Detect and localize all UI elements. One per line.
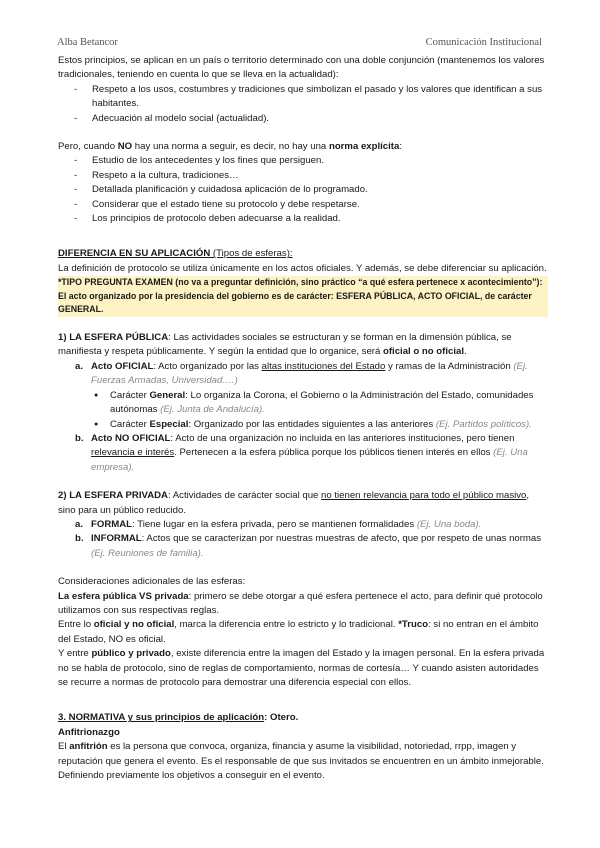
intro-paragraph: Estos principios, se aplican en un país o territorio determinado con una doble conjunción (mantenemos los valores tradicionales, teniendo en cuenta lo que se lleva en la actualidad): — [58, 55, 545, 81]
consideraciones-p3: Y entre público y privado, existe diferencia entre la imagen del Estado y la imagen personal. En la esfera privada no se habla de protocolo, sino de reglas de comportamiento, normas de cortesía… Y cuando asisten autoridades se recurre a normas de protocolo para demostrar una diferencia especial con ellos. — [58, 648, 545, 688]
esfera-publica-intro: 1) LA ESFERA PÚBLICA: Las actividades sociales se estructuran y se forman en la dimensión pública, se manifiesta y respeta públicamente. Y según la entidad que lo organice, será oficial o no oficial. — [58, 332, 512, 358]
list-item: - Considerar que el estado tiene su protocolo y debe respetarse. — [58, 198, 548, 212]
acto-oficial-sublist — [58, 389, 548, 432]
esfera-publica-list — [58, 360, 548, 475]
list-item: a. Acto OFICIAL: Acto organizado por las altas instituciones del Estado y ramas de la Administración (Ej. Fuerzas Armadas, Universidad….) ● Carácter General: Lo organiza la Corona, el Gobierno o la Administración del Estado, comunidades autónomas (Ej. Junta de Andalucía). ● Carácter Especial: Organizado por las entidades siguientes a las anteriores (Ej. Partidos políticos). — [58, 360, 548, 432]
list-item: - Respeto a los usos, costumbres y tradiciones que simbolizan el pasado y los valores que identifican a sus habitantes. — [58, 83, 548, 112]
list-item: - Los principios de protocolo deben adecuarse a la realidad. — [58, 212, 548, 226]
list-item: b. INFORMAL: Actos que se caracterizan por nuestras muestras de afecto, que por respeto de unas normas (Ej. Reuniones de familia). — [75, 533, 542, 559]
list-item: b. Acto NO OFICIAL: Acto de una organización no incluida en las anteriores instituciones, pero tienen relevancia e interés. Pertenecen a la esfera pública porque los públicos tienen interés en ellos (Ej. Una empresa). — [75, 432, 528, 473]
exam-tip-highlight: *TIPO PREGUNTA EXAMEN (no va a preguntar definición, sino práctico “a qué esfera pertenece x acontecimiento”): El acto organizado por la presidencia del gobierno es de carácter: ESFERA PÚBLICA, ACTO OFICIAL, de carácter GENERAL. — [58, 276, 548, 317]
esfera-privada-intro: 2) LA ESFERA PRIVADA: Actividades de carácter social que no tienen relevancia para todo el público masivo, sino para un público reducido. — [58, 490, 530, 516]
document-body — [58, 54, 548, 783]
normativa-paragraph: El anfitrión es la persona que convoca, organiza, financia y asume la visibilidad, notoriedad, rrpp, imagen y reputación que genera el evento. Es el responsable de que sus invitados se encuentren en un ámbito inmejorable. Definiendo previamente los objetivos a conseguir en el evento. — [58, 741, 544, 782]
consideraciones-p2: Entre lo oficial y no oficial, marca la diferencia entre lo estricto y lo tradicional. *Truco: si no entran en el ámbito del Estado, NO es oficial. — [58, 619, 539, 645]
diferencia-heading: DIFERENCIA EN SU APLICACIÓN (Tipos de esferas): — [58, 248, 293, 260]
normativa-heading: 3. NORMATIVA y sus principios de aplicación: Otero. — [58, 712, 299, 724]
list-item: ● Carácter Especial: Organizado por las entidades siguientes a las anteriores (Ej. Partidos políticos). — [58, 418, 548, 432]
esfera-privada-list — [58, 518, 548, 561]
header-subject: Comunicación Institucional — [425, 37, 542, 48]
header-author: Alba Betancor — [57, 37, 118, 48]
list-item: - Adecuación al modelo social (actualidad). — [58, 112, 548, 126]
no-norma-lead: Pero, cuando NO hay una norma a seguir, es decir, no hay una norma explícita: — [58, 141, 403, 153]
consideraciones-intro: Consideraciones adicionales de las esferas: — [58, 576, 246, 588]
list-item: ● Carácter General: Lo organiza la Corona, el Gobierno o la Administración del Estado, comunidades autónomas (Ej. Junta de Andalucía). — [58, 389, 548, 418]
list-item: - Estudio de los antecedentes y los fines que persiguen. — [58, 154, 548, 168]
list-item: a. FORMAL: Tiene lugar en la esfera privada, pero se mantienen formalidades (Ej. Una boda). — [75, 518, 482, 530]
no-norma-list — [58, 154, 548, 226]
diferencia-paragraph: La definición de protocolo se utiliza únicamente en los actos oficiales. Y además, se debe diferenciar su aplicación. — [58, 262, 547, 274]
list-item: - Detallada planificación y cuidadosa aplicación de lo programado. — [58, 183, 548, 197]
intro-list — [58, 83, 548, 126]
consideraciones-p1: La esfera pública VS privada: primero se debe otorgar a qué esfera pertenece el acto, para definir qué protocolo utilizamos con sus respectivas reglas. — [58, 590, 543, 616]
normativa-subtitle: Anfitrionazgo — [58, 726, 120, 738]
list-item: - Respeto a la cultura, tradiciones… — [58, 169, 548, 183]
